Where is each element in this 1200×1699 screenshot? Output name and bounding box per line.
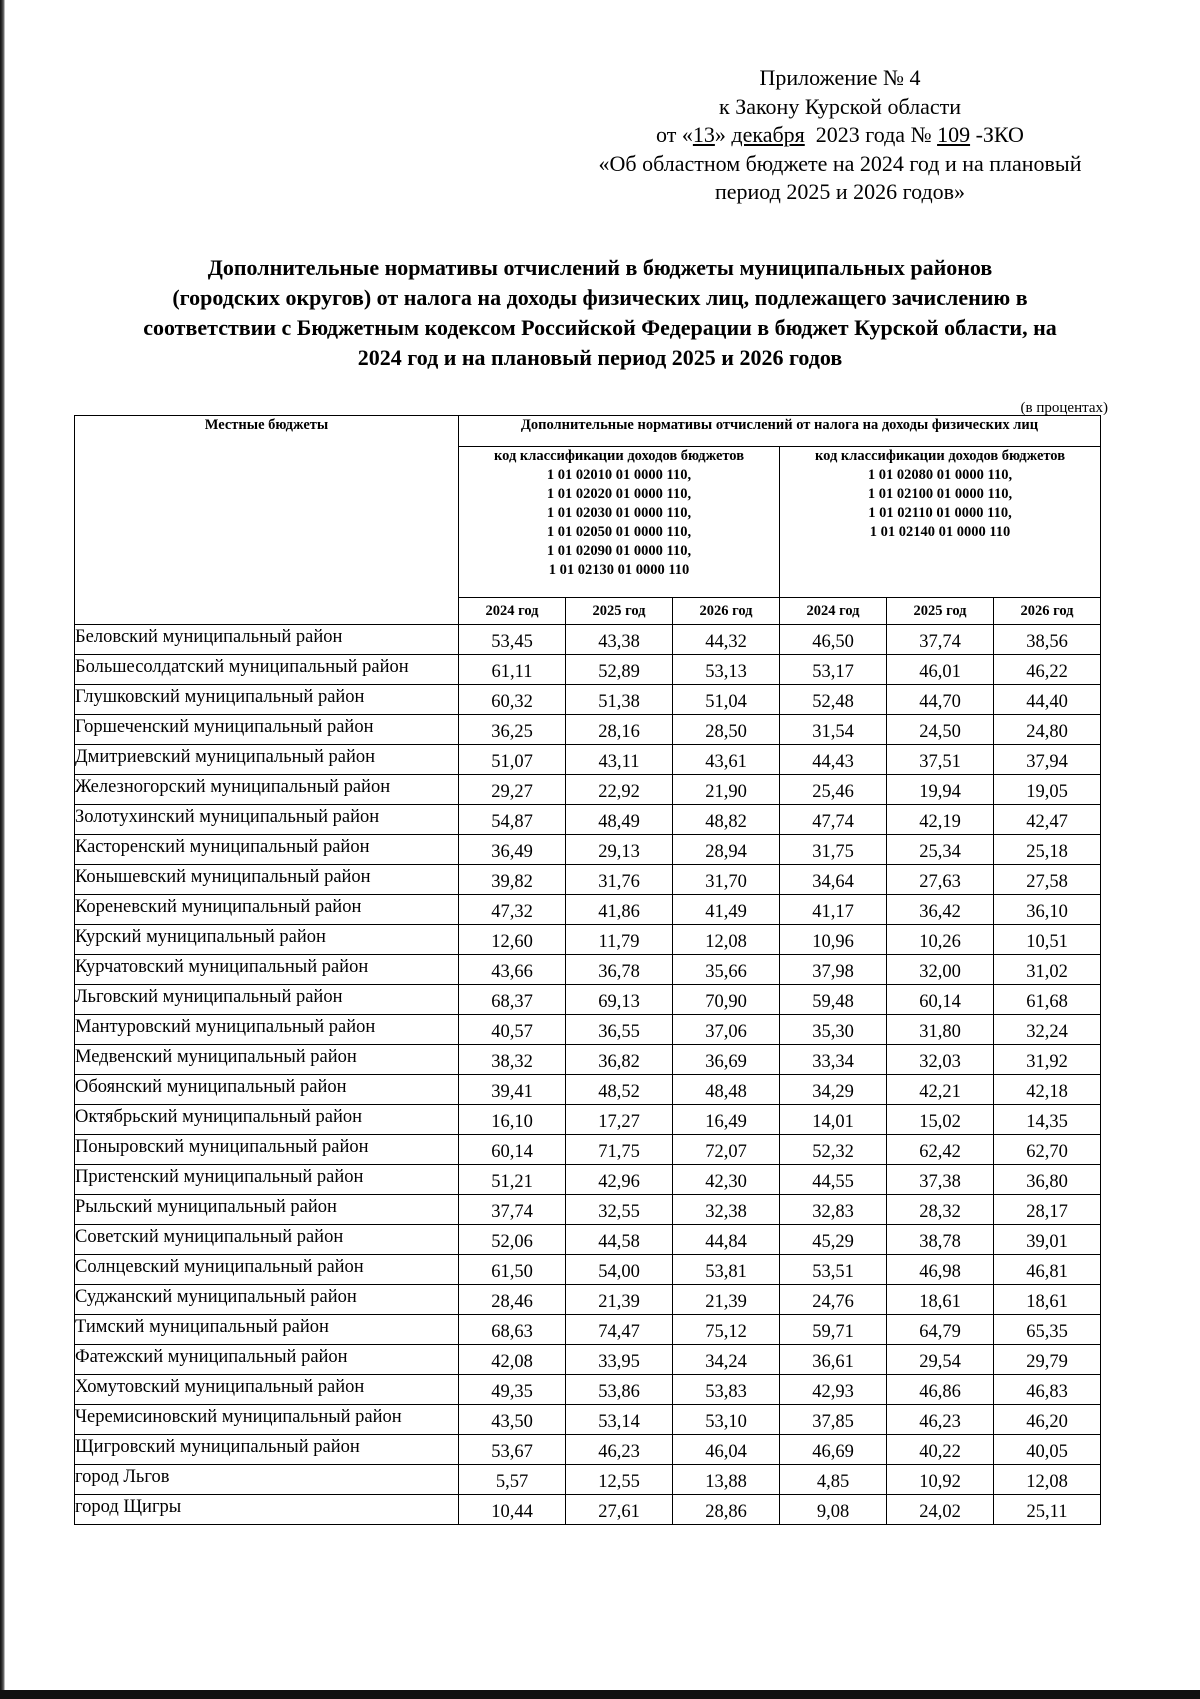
budget-name: Горшеченский муниципальный район xyxy=(75,715,459,745)
normative-value: 53,14 xyxy=(566,1405,673,1435)
normative-value: 24,76 xyxy=(780,1285,887,1315)
normative-value: 39,82 xyxy=(459,865,566,895)
appendix-date-prefix: от « xyxy=(656,122,693,147)
normative-value: 37,85 xyxy=(780,1405,887,1435)
budget-name: Советский муниципальный район xyxy=(75,1225,459,1255)
classification-code: 1 01 02050 01 0000 110, xyxy=(546,524,692,540)
table-row xyxy=(75,1015,1101,1045)
normative-value: 42,21 xyxy=(887,1075,994,1105)
normative-value: 24,80 xyxy=(994,715,1101,745)
normative-value: 31,92 xyxy=(994,1045,1101,1075)
year-header: 2024 год xyxy=(780,598,887,625)
normative-value: 36,49 xyxy=(459,835,566,865)
normative-value: 48,82 xyxy=(673,805,780,835)
normative-value: 36,61 xyxy=(780,1345,887,1375)
header-code-group-2 xyxy=(780,447,1101,598)
normative-value: 12,08 xyxy=(994,1465,1101,1495)
normative-value: 48,49 xyxy=(566,805,673,835)
table-row xyxy=(75,805,1101,835)
normative-value: 12,60 xyxy=(459,925,566,955)
normative-value: 48,52 xyxy=(566,1075,673,1105)
classification-code: 1 01 02090 01 0000 110, xyxy=(546,543,692,559)
normative-value: 64,79 xyxy=(887,1315,994,1345)
normative-value: 38,78 xyxy=(887,1225,994,1255)
table-row xyxy=(75,835,1101,865)
table-row xyxy=(75,895,1101,925)
budget-name: Солнцевский муниципальный район xyxy=(75,1255,459,1285)
normative-value: 37,74 xyxy=(887,625,994,655)
table-row xyxy=(75,865,1101,895)
normative-value: 36,82 xyxy=(566,1045,673,1075)
normative-value: 25,11 xyxy=(994,1495,1101,1525)
normative-value: 42,18 xyxy=(994,1075,1101,1105)
table-row xyxy=(75,1225,1101,1255)
budget-name: Глушковский муниципальный район xyxy=(75,685,459,715)
normative-value: 46,04 xyxy=(673,1435,780,1465)
normative-value: 41,17 xyxy=(780,895,887,925)
table-row xyxy=(75,1375,1101,1405)
normative-value: 53,81 xyxy=(673,1255,780,1285)
normative-value: 68,37 xyxy=(459,985,566,1015)
budget-name: Фатежский муниципальный район xyxy=(75,1345,459,1375)
table-row xyxy=(75,1195,1101,1225)
normative-value: 9,08 xyxy=(780,1495,887,1525)
normative-value: 44,43 xyxy=(780,745,887,775)
normative-value: 37,74 xyxy=(459,1195,566,1225)
budget-name: Хомутовский муниципальный район xyxy=(75,1375,459,1405)
appendix-line-1: Приложение № 4 xyxy=(759,65,921,90)
budget-name: Поныровский муниципальный район xyxy=(75,1135,459,1165)
classification-code: 1 01 02130 01 0000 110 xyxy=(548,562,690,578)
normative-value: 45,29 xyxy=(780,1225,887,1255)
normative-value: 62,70 xyxy=(994,1135,1101,1165)
budget-name: Конышевский муниципальный район xyxy=(75,865,459,895)
normative-value: 39,41 xyxy=(459,1075,566,1105)
normative-value: 28,32 xyxy=(887,1195,994,1225)
normative-value: 28,46 xyxy=(459,1285,566,1315)
normative-value: 42,93 xyxy=(780,1375,887,1405)
document-title xyxy=(70,253,1130,373)
title-line-1: Дополнительные нормативы отчислений в бюджеты муниципальных районов xyxy=(207,255,993,280)
normative-value: 53,51 xyxy=(780,1255,887,1285)
normative-value: 47,74 xyxy=(780,805,887,835)
classification-code: 1 01 02100 01 0000 110, xyxy=(867,486,1013,502)
appendix-day: 13 xyxy=(692,122,715,147)
normative-value: 61,11 xyxy=(459,655,566,685)
normative-value: 59,71 xyxy=(780,1315,887,1345)
classification-code: 1 01 02010 01 0000 110, xyxy=(546,467,692,483)
budget-name: Рыльский муниципальный район xyxy=(75,1195,459,1225)
normative-value: 35,30 xyxy=(780,1015,887,1045)
normative-value: 4,85 xyxy=(780,1465,887,1495)
normative-value: 16,49 xyxy=(673,1105,780,1135)
table-row xyxy=(75,1075,1101,1105)
normative-value: 15,02 xyxy=(887,1105,994,1135)
normative-value: 31,02 xyxy=(994,955,1101,985)
normative-value: 53,13 xyxy=(673,655,780,685)
normative-value: 46,01 xyxy=(887,655,994,685)
table-row xyxy=(75,1435,1101,1465)
table-row xyxy=(75,1255,1101,1285)
appendix-line-4: «Об областном бюджете на 2024 год и на плановый xyxy=(598,150,1082,176)
table-row xyxy=(75,985,1101,1015)
normative-value: 62,42 xyxy=(887,1135,994,1165)
normative-value: 44,40 xyxy=(994,685,1101,715)
normative-value: 46,23 xyxy=(566,1435,673,1465)
normative-value: 51,04 xyxy=(673,685,780,715)
normative-value: 28,16 xyxy=(566,715,673,745)
normative-value: 44,32 xyxy=(673,625,780,655)
normative-value: 29,54 xyxy=(887,1345,994,1375)
normative-value: 22,92 xyxy=(566,775,673,805)
normative-value: 46,22 xyxy=(994,655,1101,685)
classification-code: 1 01 02030 01 0000 110, xyxy=(546,505,692,521)
normative-value: 33,34 xyxy=(780,1045,887,1075)
normative-value: 19,05 xyxy=(994,775,1101,805)
normative-value: 25,18 xyxy=(994,835,1101,865)
normative-value: 74,47 xyxy=(566,1315,673,1345)
normative-value: 59,48 xyxy=(780,985,887,1015)
normative-value: 31,54 xyxy=(780,715,887,745)
normative-value: 21,39 xyxy=(673,1285,780,1315)
normative-value: 32,00 xyxy=(887,955,994,985)
budget-name: Курский муниципальный район xyxy=(75,925,459,955)
normative-value: 18,61 xyxy=(887,1285,994,1315)
normative-value: 53,83 xyxy=(673,1375,780,1405)
normative-value: 43,38 xyxy=(566,625,673,655)
table-row xyxy=(75,715,1101,745)
normative-value: 32,03 xyxy=(887,1045,994,1075)
year-header: 2026 год xyxy=(673,598,780,625)
table-row xyxy=(75,1405,1101,1435)
normative-value: 44,84 xyxy=(673,1225,780,1255)
normative-value: 29,27 xyxy=(459,775,566,805)
normative-value: 31,75 xyxy=(780,835,887,865)
normative-value: 41,49 xyxy=(673,895,780,925)
year-header: 2025 год xyxy=(566,598,673,625)
normative-value: 54,00 xyxy=(566,1255,673,1285)
normative-value: 36,78 xyxy=(566,955,673,985)
budget-name: Золотухинский муниципальный район xyxy=(75,805,459,835)
appendix-date-mid2: 2023 года № xyxy=(804,122,938,147)
code-group-1-list xyxy=(459,466,779,580)
normative-value: 72,07 xyxy=(673,1135,780,1165)
normative-value: 24,02 xyxy=(887,1495,994,1525)
normative-value: 43,11 xyxy=(566,745,673,775)
normative-value: 49,35 xyxy=(459,1375,566,1405)
table-row xyxy=(75,625,1101,655)
header-local-budgets: Местные бюджеты xyxy=(75,416,459,625)
normative-value: 53,45 xyxy=(459,625,566,655)
budget-name: Медвенский муниципальный район xyxy=(75,1045,459,1075)
normative-value: 54,87 xyxy=(459,805,566,835)
table-row xyxy=(75,1465,1101,1495)
normative-value: 53,86 xyxy=(566,1375,673,1405)
code-group-2-list xyxy=(780,466,1100,542)
normative-value: 21,90 xyxy=(673,775,780,805)
budget-name: Курчатовский муниципальный район xyxy=(75,955,459,985)
normative-value: 12,55 xyxy=(566,1465,673,1495)
normative-value: 16,10 xyxy=(459,1105,566,1135)
normative-value: 60,14 xyxy=(887,985,994,1015)
table-row xyxy=(75,745,1101,775)
normative-value: 46,81 xyxy=(994,1255,1101,1285)
normative-value: 27,58 xyxy=(994,865,1101,895)
appendix-law-number: 109 xyxy=(937,122,971,147)
normative-value: 14,35 xyxy=(994,1105,1101,1135)
normative-value: 53,10 xyxy=(673,1405,780,1435)
normative-value: 12,08 xyxy=(673,925,780,955)
budget-name: Обоянский муниципальный район xyxy=(75,1075,459,1105)
normative-value: 36,42 xyxy=(887,895,994,925)
normative-value: 38,32 xyxy=(459,1045,566,1075)
classification-code: 1 01 02020 01 0000 110, xyxy=(546,486,692,502)
title-line-4: 2024 год и на плановый период 2025 и 2026 годов xyxy=(357,345,843,370)
classification-code: 1 01 02110 01 0000 110, xyxy=(868,505,1012,521)
normative-value: 52,89 xyxy=(566,655,673,685)
normative-value: 31,76 xyxy=(566,865,673,895)
normative-value: 28,86 xyxy=(673,1495,780,1525)
normative-value: 40,05 xyxy=(994,1435,1101,1465)
normative-value: 46,83 xyxy=(994,1375,1101,1405)
header-code-group-1 xyxy=(459,447,780,598)
normative-value: 52,48 xyxy=(780,685,887,715)
table-row xyxy=(75,1045,1101,1075)
normative-value: 43,61 xyxy=(673,745,780,775)
normative-value: 33,95 xyxy=(566,1345,673,1375)
title-line-2: (городских округов) от налога на доходы физических лиц, подлежащего зачислению в xyxy=(172,285,1028,310)
normative-value: 40,57 xyxy=(459,1015,566,1045)
normative-value: 46,20 xyxy=(994,1405,1101,1435)
table-row xyxy=(75,1165,1101,1195)
table-row xyxy=(75,655,1101,685)
table-row xyxy=(75,775,1101,805)
normative-value: 48,48 xyxy=(673,1075,780,1105)
normative-value: 61,68 xyxy=(994,985,1101,1015)
budget-name: Суджанский муниципальный район xyxy=(75,1285,459,1315)
normative-value: 44,55 xyxy=(780,1165,887,1195)
normative-value: 36,69 xyxy=(673,1045,780,1075)
normative-value: 27,63 xyxy=(887,865,994,895)
appendix-date-suffix: -ЗКО xyxy=(970,122,1024,147)
normative-value: 34,64 xyxy=(780,865,887,895)
normative-value: 70,90 xyxy=(673,985,780,1015)
normative-value: 28,94 xyxy=(673,835,780,865)
normative-value: 40,22 xyxy=(887,1435,994,1465)
table-row xyxy=(75,1345,1101,1375)
normative-value: 44,70 xyxy=(887,685,994,715)
normative-value: 61,50 xyxy=(459,1255,566,1285)
normative-value: 42,96 xyxy=(566,1165,673,1195)
normative-value: 39,01 xyxy=(994,1225,1101,1255)
normative-value: 10,51 xyxy=(994,925,1101,955)
normative-value: 32,83 xyxy=(780,1195,887,1225)
appendix-line-5: период 2025 и 2026 годов» xyxy=(714,179,966,204)
normative-value: 42,30 xyxy=(673,1165,780,1195)
normative-value: 47,32 xyxy=(459,895,566,925)
header-additional-normatives: Дополнительные нормативы отчислений от налога на доходы физических лиц xyxy=(459,416,1101,447)
budget-name: город Льгов xyxy=(75,1465,459,1495)
normative-value: 51,21 xyxy=(459,1165,566,1195)
normative-value: 24,50 xyxy=(887,715,994,745)
year-header: 2025 год xyxy=(887,598,994,625)
normative-value: 53,67 xyxy=(459,1435,566,1465)
normative-value: 75,12 xyxy=(673,1315,780,1345)
normative-value: 44,58 xyxy=(566,1225,673,1255)
normative-value: 68,63 xyxy=(459,1315,566,1345)
normative-value: 42,08 xyxy=(459,1345,566,1375)
budget-name: Касторенский муниципальный район xyxy=(75,835,459,865)
normative-value: 19,94 xyxy=(887,775,994,805)
normative-value: 46,69 xyxy=(780,1435,887,1465)
normative-value: 46,86 xyxy=(887,1375,994,1405)
normative-value: 28,50 xyxy=(673,715,780,745)
normative-value: 17,27 xyxy=(566,1105,673,1135)
appendix-line-2: к Закону Курской области xyxy=(719,93,961,119)
classification-code: 1 01 02080 01 0000 110, xyxy=(867,467,1013,483)
normative-value: 37,94 xyxy=(994,745,1101,775)
normative-value: 52,32 xyxy=(780,1135,887,1165)
scan-edge-bottom xyxy=(0,1690,1200,1699)
table-row xyxy=(75,925,1101,955)
budget-name: Дмитриевский муниципальный район xyxy=(75,745,459,775)
normative-value: 71,75 xyxy=(566,1135,673,1165)
normative-value: 10,44 xyxy=(459,1495,566,1525)
budget-name: Черемисиновский муниципальный район xyxy=(75,1405,459,1435)
normative-value: 29,79 xyxy=(994,1345,1101,1375)
appendix-line-3 xyxy=(560,121,1120,150)
table-body xyxy=(75,625,1101,1525)
scan-edge-left xyxy=(0,0,5,1699)
table-row xyxy=(75,1135,1101,1165)
normative-value: 11,79 xyxy=(566,925,673,955)
normative-value: 36,80 xyxy=(994,1165,1101,1195)
normative-value: 53,17 xyxy=(780,655,887,685)
normative-value: 37,06 xyxy=(673,1015,780,1045)
normative-value: 32,55 xyxy=(566,1195,673,1225)
title-line-3: соответствии с Бюджетным кодексом Российской Федерации в бюджет Курской области, на xyxy=(143,315,1057,340)
code-group-2-label: код классификации доходов бюджетов xyxy=(814,448,1066,464)
normative-value: 10,92 xyxy=(887,1465,994,1495)
normative-value: 31,70 xyxy=(673,865,780,895)
budget-name: Пристенский муниципальный район xyxy=(75,1165,459,1195)
budget-name: Льговский муниципальный район xyxy=(75,985,459,1015)
normative-value: 51,38 xyxy=(566,685,673,715)
normative-value: 21,39 xyxy=(566,1285,673,1315)
normative-value: 10,26 xyxy=(887,925,994,955)
table-row xyxy=(75,1285,1101,1315)
normative-value: 42,47 xyxy=(994,805,1101,835)
table-row xyxy=(75,955,1101,985)
normative-value: 34,24 xyxy=(673,1345,780,1375)
normative-value: 46,50 xyxy=(780,625,887,655)
year-header: 2024 год xyxy=(459,598,566,625)
classification-code: 1 01 02140 01 0000 110 xyxy=(869,524,1011,540)
normative-value: 31,80 xyxy=(887,1015,994,1045)
normative-value: 36,10 xyxy=(994,895,1101,925)
normative-value: 37,98 xyxy=(780,955,887,985)
normative-value: 60,32 xyxy=(459,685,566,715)
code-group-1-label: код классификации доходов бюджетов xyxy=(493,448,745,464)
units-note: (в процентах) xyxy=(1020,400,1108,416)
year-header: 2026 год xyxy=(994,598,1101,625)
normative-value: 51,07 xyxy=(459,745,566,775)
normative-value: 65,35 xyxy=(994,1315,1101,1345)
normative-value: 46,23 xyxy=(887,1405,994,1435)
normative-value: 32,24 xyxy=(994,1015,1101,1045)
normative-value: 34,29 xyxy=(780,1075,887,1105)
normative-value: 36,25 xyxy=(459,715,566,745)
normative-value: 36,55 xyxy=(566,1015,673,1045)
table-row xyxy=(75,1315,1101,1345)
budget-name: Кореневский муниципальный район xyxy=(75,895,459,925)
normative-value: 42,19 xyxy=(887,805,994,835)
normative-value: 25,34 xyxy=(887,835,994,865)
normative-value: 18,61 xyxy=(994,1285,1101,1315)
normative-value: 60,14 xyxy=(459,1135,566,1165)
normatives-table xyxy=(74,415,1101,1525)
budget-name: Щигровский муниципальный район xyxy=(75,1435,459,1465)
normative-value: 43,66 xyxy=(459,955,566,985)
budget-name: Октябрьский муниципальный район xyxy=(75,1105,459,1135)
normative-value: 52,06 xyxy=(459,1225,566,1255)
normative-value: 35,66 xyxy=(673,955,780,985)
normative-value: 29,13 xyxy=(566,835,673,865)
normative-value: 28,17 xyxy=(994,1195,1101,1225)
budget-name: Мантуровский муниципальный район xyxy=(75,1015,459,1045)
normative-value: 32,38 xyxy=(673,1195,780,1225)
normative-value: 43,50 xyxy=(459,1405,566,1435)
normative-value: 37,51 xyxy=(887,745,994,775)
normative-value: 10,96 xyxy=(780,925,887,955)
budget-name: Большесолдатский муниципальный район xyxy=(75,655,459,685)
normative-value: 5,57 xyxy=(459,1465,566,1495)
budget-name: город Щигры xyxy=(75,1495,459,1525)
normative-value: 69,13 xyxy=(566,985,673,1015)
normative-value: 38,56 xyxy=(994,625,1101,655)
table-row xyxy=(75,1495,1101,1525)
appendix-header xyxy=(560,64,1120,207)
normative-value: 25,46 xyxy=(780,775,887,805)
budget-name: Беловский муниципальный район xyxy=(75,625,459,655)
table-row xyxy=(75,685,1101,715)
appendix-date-mid1: » xyxy=(714,122,732,147)
budget-name: Железногорский муниципальный район xyxy=(75,775,459,805)
normative-value: 13,88 xyxy=(673,1465,780,1495)
budget-name: Тимский муниципальный район xyxy=(75,1315,459,1345)
appendix-month: декабря xyxy=(731,122,805,147)
table-row xyxy=(75,1105,1101,1135)
normative-value: 46,98 xyxy=(887,1255,994,1285)
normative-value: 14,01 xyxy=(780,1105,887,1135)
normative-value: 41,86 xyxy=(566,895,673,925)
normative-value: 27,61 xyxy=(566,1495,673,1525)
normative-value: 37,38 xyxy=(887,1165,994,1195)
